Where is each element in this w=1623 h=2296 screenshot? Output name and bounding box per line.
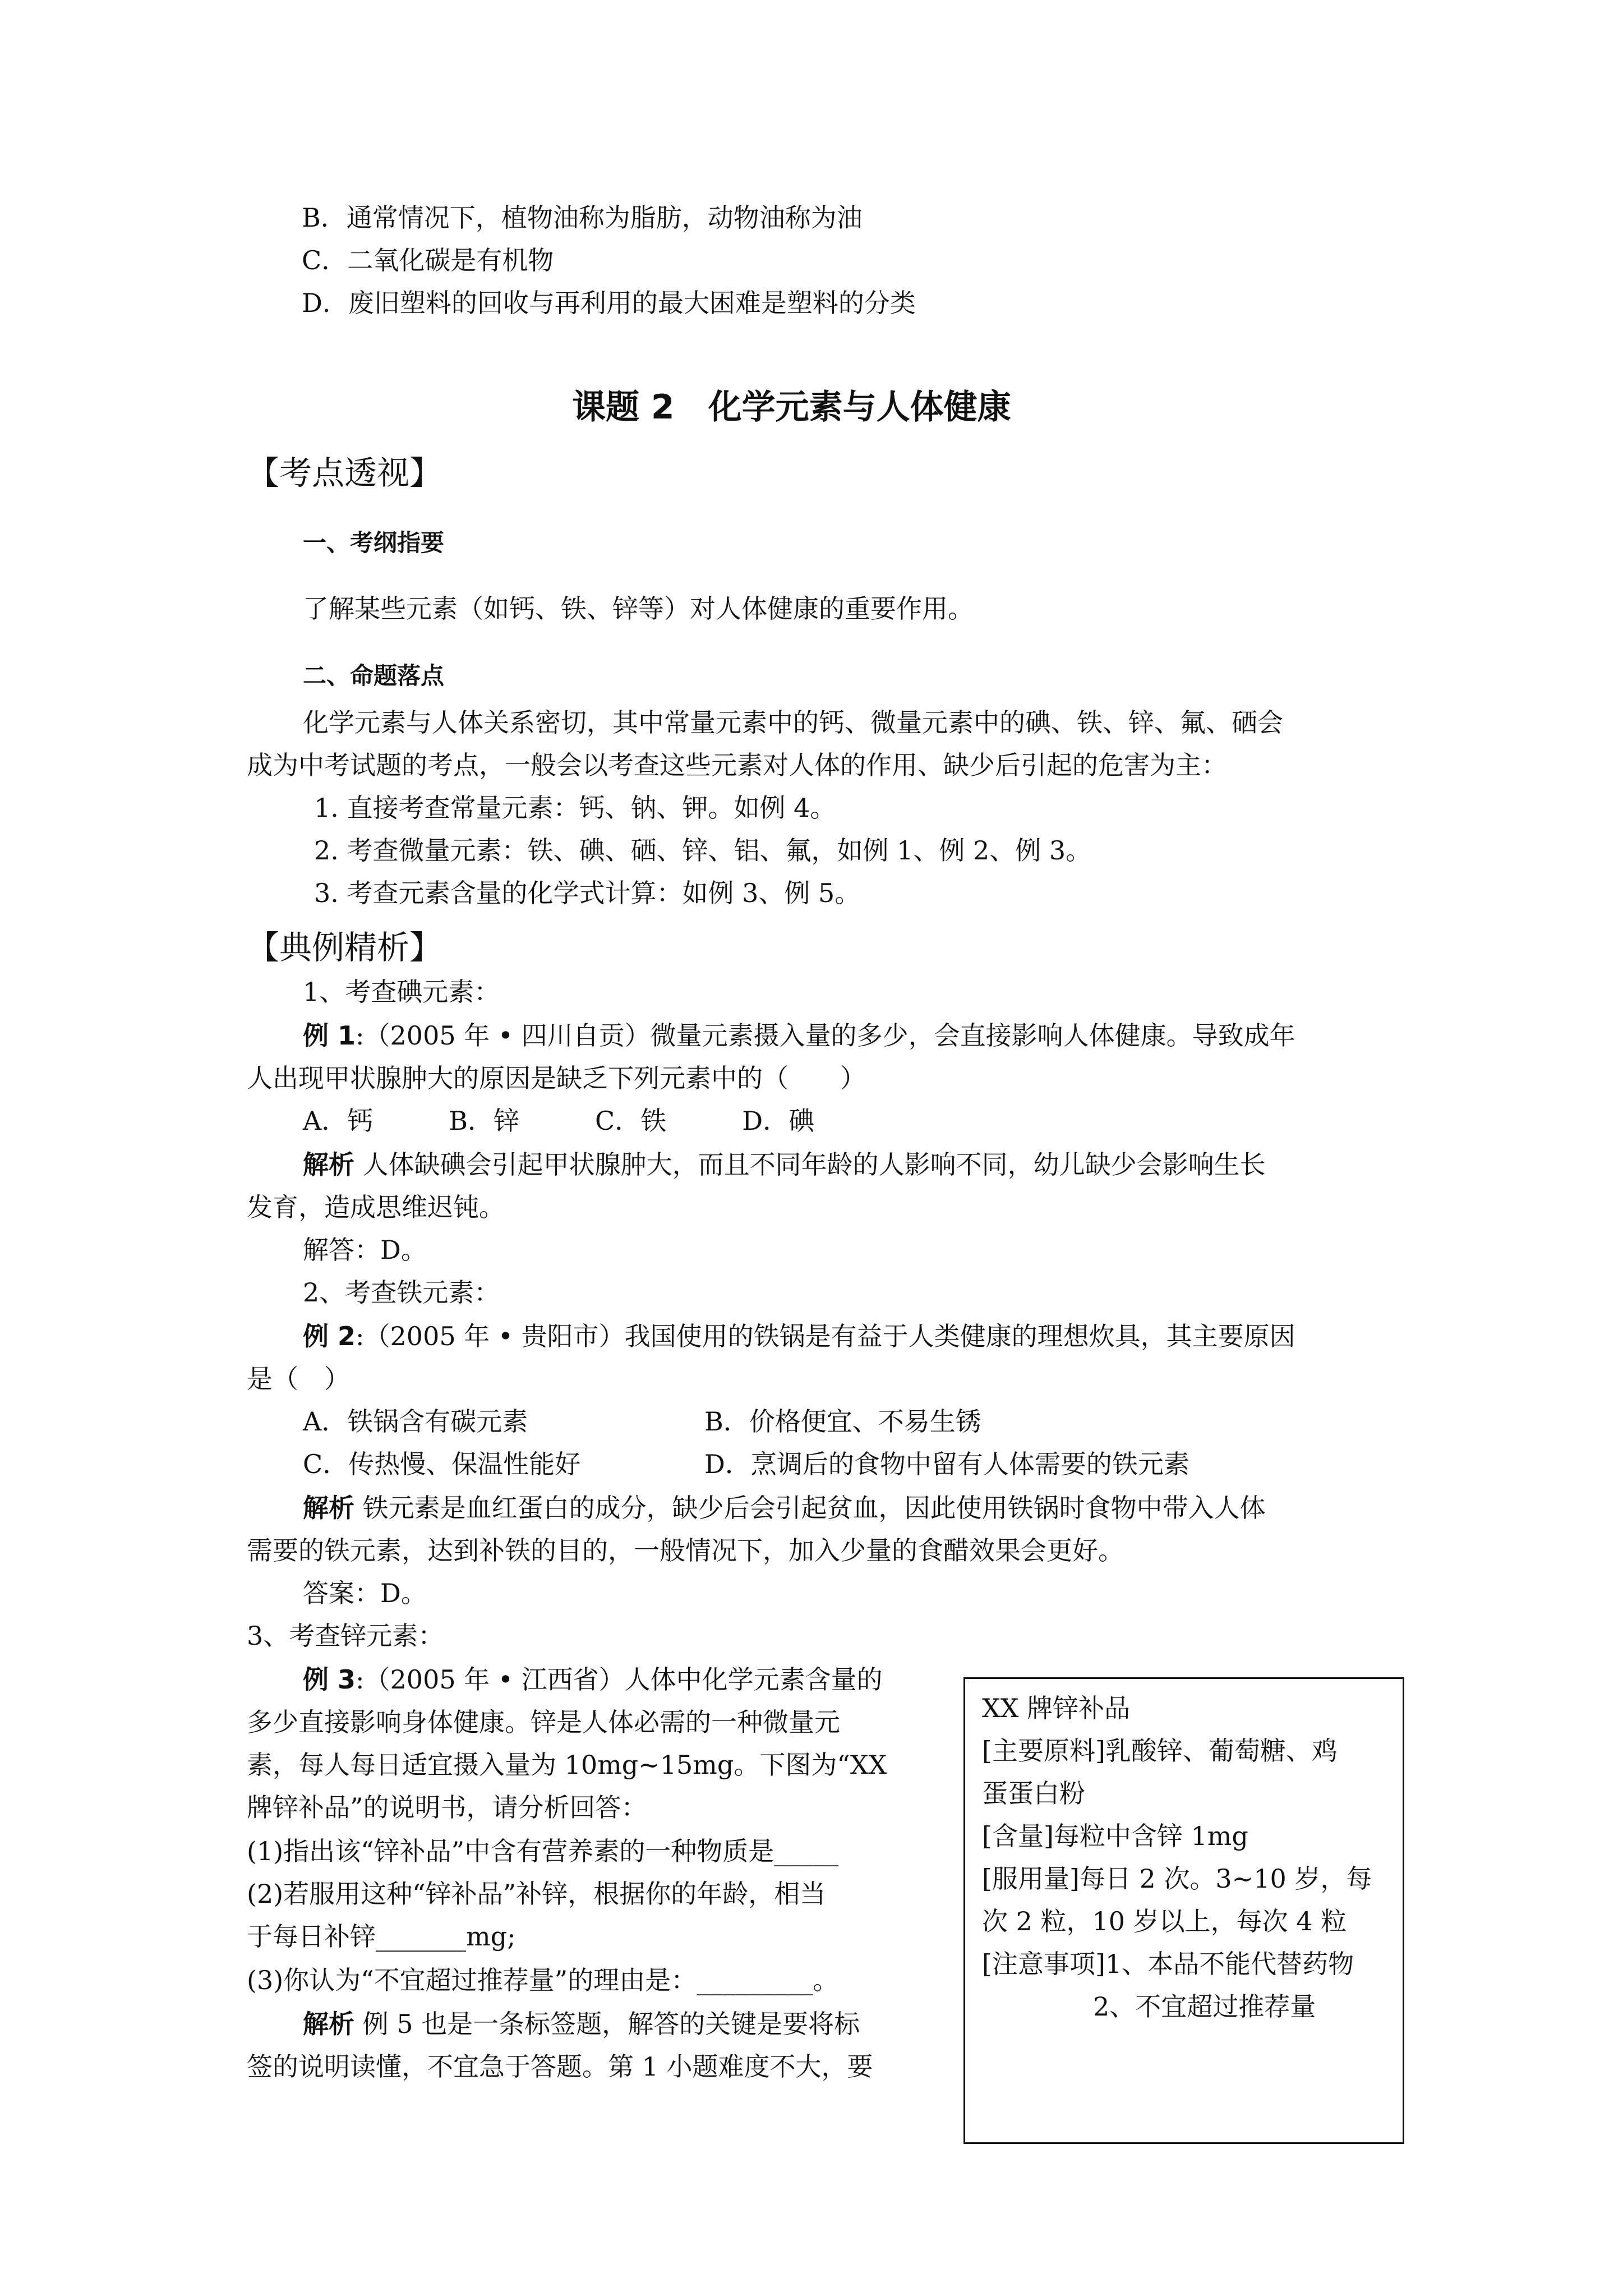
topic-iron: 2、考查铁元素：	[303, 1277, 500, 1308]
label-line-notes-cont: 2、不宜超过推荐量	[1093, 1991, 1316, 2022]
example-3-question-2-line1: (2)若服用这种“锌补品”补锌，根据你的年龄，相当	[247, 1879, 826, 1909]
product-label-box	[963, 1677, 1404, 2144]
example-2-line2: 是（ ）	[247, 1364, 350, 1394]
example-1-analysis-line1: 解析 人体缺碘会引起甲状腺肿大，而且不同年龄的人影响不同，幼儿缺少会影响生长	[303, 1149, 1266, 1180]
example-2-option-b: B．价格便宜、不易生锈	[704, 1406, 981, 1437]
topic-iodine: 1、考查碘元素：	[303, 977, 500, 1007]
section-heading-dianli: 【典例精析】	[247, 928, 442, 967]
example-3-line3: 素，每人每日适宜摄入量为 10mg~15mg。下图为“XX	[247, 1750, 887, 1780]
example-2-option-c: C．传热慢、保温性能好	[303, 1449, 581, 1479]
label-line-ingredients: [主要原料]乳酸锌、葡萄糖、鸡	[982, 1736, 1338, 1766]
example-1-options	[303, 1104, 814, 1138]
example-3-question-2-line2: 于每日补锌_______mg;	[247, 1921, 516, 1952]
example-1-analysis-line2: 发育，造成思维迟钝。	[247, 1192, 505, 1222]
example-3-line1: 例 3:（2005 年 • 江西省）人体中化学元素含量的	[303, 1664, 883, 1695]
option-b: B．通常情况下，植物油称为脂肪，动物油称为油	[302, 203, 863, 233]
example-3-line2: 多少直接影响身体健康。锌是人体必需的一种微量元	[247, 1707, 840, 1737]
example-1-answer: 解答：D。	[303, 1235, 427, 1265]
example-2-option-d: D．烹调后的食物中留有人体需要的铁元素	[704, 1449, 1189, 1479]
example-2-answer: 答案：D。	[303, 1578, 427, 1608]
label-line-notes: [注意事项]1、本品不能代替药物	[982, 1949, 1354, 1979]
luodian-item-2: 2. 考查微量元素：铁、碘、硒、锌、铝、氟，如例 1、例 2、例 3。	[314, 835, 1092, 866]
option-c: C．铁	[595, 1106, 667, 1136]
option-c: C．二氧化碳是有机物	[302, 245, 554, 275]
example-2-line1: 例 2:（2005 年 • 贵阳市）我国使用的铁锅是有益于人类健康的理想炊具，其主要原因	[303, 1321, 1295, 1351]
luodian-item-1: 1. 直接考查常量元素：钙、钠、钾。如例 4。	[314, 793, 836, 823]
label-line-content: [含量]每粒中含锌 1mg	[982, 1821, 1248, 1851]
label-line-brand: XX 牌锌补品	[982, 1693, 1131, 1723]
label-line-dosage-cont: 次 2 粒，10 岁以上，每次 4 粒	[982, 1906, 1347, 1936]
option-a: A．钙	[303, 1106, 374, 1136]
example-2-analysis-line1: 解析 铁元素是血红蛋白的成分，缺少后会引起贫血，因此使用铁锅时食物中带入人体	[303, 1493, 1266, 1523]
example-3-line4: 牌锌补品”的说明书，请分析回答：	[247, 1792, 647, 1823]
example-2-analysis-line2: 需要的铁元素，达到补铁的目的，一般情况下，加入少量的食醋效果会更好。	[247, 1535, 1124, 1566]
example-3-analysis-line1: 解析 例 5 也是一条标签题，解答的关键是要将标	[303, 2009, 860, 2039]
lesson-title	[572, 386, 1011, 429]
example-3-question-3: (3)你认为“不宜超过推荐量”的理由是：_________。	[247, 1965, 839, 1995]
label-line-ingredients-cont: 蛋蛋白粉	[982, 1778, 1085, 1809]
lesson-number: 课题 2	[572, 388, 675, 427]
label-line-dosage: [服用量]每日 2 次。3~10 岁，每	[982, 1864, 1372, 1894]
example-1-line1: 例 1:（2005 年 • 四川自贡）微量元素摄入量的多少，会直接影响人体健康。导致成年	[303, 1020, 1295, 1051]
luodian-paragraph-line1: 化学元素与人体关系密切，其中常量元素中的钙、微量元素中的碘、铁、锌、氟、硒会	[303, 707, 1283, 738]
topic-zinc: 3、考查锌元素：	[247, 1621, 444, 1651]
example-1-line2: 人出现甲状腺肿大的原因是缺乏下列元素中的（ ）	[247, 1063, 866, 1093]
example-3-question-1: (1)指出该“锌补品”中含有营养素的一种物质是_____	[247, 1836, 839, 1866]
option-b: B．锌	[449, 1106, 520, 1136]
example-2-option-a: A．铁锅含有碳元素	[303, 1406, 528, 1437]
lesson-name: 化学元素与人体健康	[708, 388, 1011, 427]
gangyao-text: 了解某些元素（如钙、铁、锌等）对人体健康的重要作用。	[303, 593, 974, 624]
subheading-luodian: 二、命题落点	[303, 662, 445, 689]
example-3-analysis-line2: 签的说明读懂，不宜急于答题。第 1 小题难度不大，要	[247, 2051, 873, 2082]
subheading-gangyao: 一、考纲指要	[303, 529, 445, 556]
option-d: D．废旧塑料的回收与再利用的最大困难是塑料的分类	[302, 288, 916, 318]
option-d: D．碘	[742, 1106, 815, 1136]
luodian-paragraph-line2: 成为中考试题的考点，一般会以考查这些元素对人体的作用、缺少后引起的危害为主：	[247, 750, 1227, 780]
section-heading-kaodian: 【考点透视】	[247, 454, 442, 492]
luodian-item-3: 3. 考查元素含量的化学式计算：如例 3、例 5。	[314, 878, 861, 908]
